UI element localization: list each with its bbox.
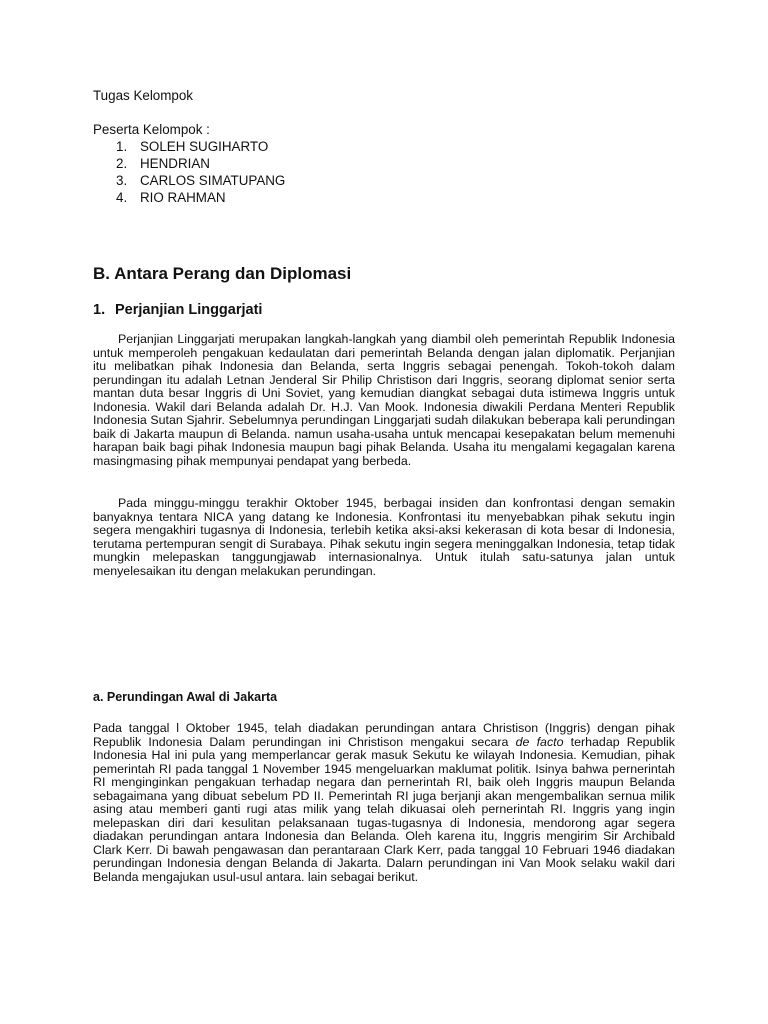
member-name: SOLEH SUGIHARTO [140, 139, 269, 154]
assignment-title: Tugas Kelompok [93, 88, 193, 103]
paragraph-perundingan-awal: Pada tanggal l Oktober 1945, telah diadakan perundingan antara Christison (Inggris) dengan pihak Republik Indonesia Dalam perundingan ini Christison mengakui secara de facto terhadap Republik Indonesia Hal ini pula yang memperlancar gerak masuk Sekutu ke wilayah Indonesia. Kemudian, pihak pemerintah RI pada tanggal 1 November 1945 mengeluarkan maklumat politik. Isinya bahwa pernerintah RI menginginkan pengakuan terhadap negara dan pernerintah RI, baik oleh Inggris maupun Belanda sebagaimana yang dibuat sebelum PD II. Pemerintah RI juga berjanji akan mengembalikan sernua milik asing atau memberi ganti rugi atas milik yang telah dikuasai oleh pernerintah RI. Inggris yang ingin melepaskan diri dari kesulitan pelaksanaan tugas-tugasnya di Indonesia, mendorong agar segera diadakan perundingan antara Indonesia dan Belanda. Oleh karena itu, Inggris mengirim Sir Archibald Clark Kerr. Di bawah pengawasan dan perantaraan Clark Kerr, pada tanggal 10 Februari 1946 diadakan perundingan Indonesia dengan Belanda di Jakarta. Dalarn perundingan ini Van Mook selaku wakil dari Belanda mengajukan usul-usul antara. lain sebagai berikut. [93, 721, 676, 884]
list-item: 4. RIO RAHMAN [116, 190, 226, 205]
subsection-heading: 1. Perjanjian Linggarjati [93, 302, 263, 318]
list-item: 1. SOLEH SUGIHARTO [116, 139, 269, 154]
list-item: 2. HENDRIAN [116, 156, 210, 171]
italic-term: de facto [515, 734, 564, 749]
member-name: HENDRIAN [140, 156, 210, 171]
member-name: CARLOS SIMATUPANG [140, 173, 286, 188]
sub-a-heading: a. Perundingan Awal di Jakarta [93, 690, 278, 704]
paragraph-linggarjati-1: Perjanjian Linggarjati merupakan langkah-langkah yang diambil oleh pemerintah Republik Indonesia untuk memperoleh pengakuan kedaulatan dari pemerintah Belanda dengan jalan diplomatik. Perjanjian itu melibatkan pihak Indonesia dan Belanda, serta Inggris sebagai penengah. Tokoh-tokoh dalam perundingan itu adalah Letnan Jenderal Sir Philip Christison dari Inggris, seorang diplomat senior serta mantan duta besar Inggris di Uni Soviet, yang kemudian diangkat sebagai duta istimewa Inggris untuk Indonesia. Wakil dari Belanda adalah Dr. H.J. Van Mook. Indonesia diwakili Perdana Menteri Republik Indonesia Sutan Sjahrir. Sebelumnya perundingan Linggarjati sudah dilakukan beberapa kali perundingan baik di Jakarta maupun di Belanda. namun usaha-usaha untuk mencapai kesepakatan belum memenuhi harapan baik bagi pihak Indonesia maupun bagi pihak Belanda. Usaha itu mengalami kegagalan karena masingmasing pihak mempunyai pendapat yang berbeda. [93, 332, 675, 468]
section-heading: B. Antara Perang dan Diplomasi [93, 264, 352, 283]
members-list [93, 138, 285, 206]
members-label: Peserta Kelompok : [93, 122, 210, 137]
list-item: 3. CARLOS SIMATUPANG [116, 173, 286, 188]
member-name: RIO RAHMAN [140, 190, 226, 205]
paragraph-linggarjati-2: Pada minggu-minggu terakhir Oktober 1945, berbagai insiden dan konfrontasi dengan semakin banyaknya tentara NICA yang datang ke Indonesia. Konfrontasi itu menyebabkan pihak sekutu ingin segera mengakhiri tugasnya di Indonesia, terlebih ketika aksi-aksi kekerasan di kota besar di Indonesia, terutama pertempuran sengit di Surabaya. Pihak sekutu ingin segera meninggalkan Indonesia, tetap tidak mungkin melepaskan tanggungjawab internasionalnya. Untuk itulah satu-satunya jalan untuk menyelesaikan itu dengan melakukan perundingan. [93, 496, 675, 578]
